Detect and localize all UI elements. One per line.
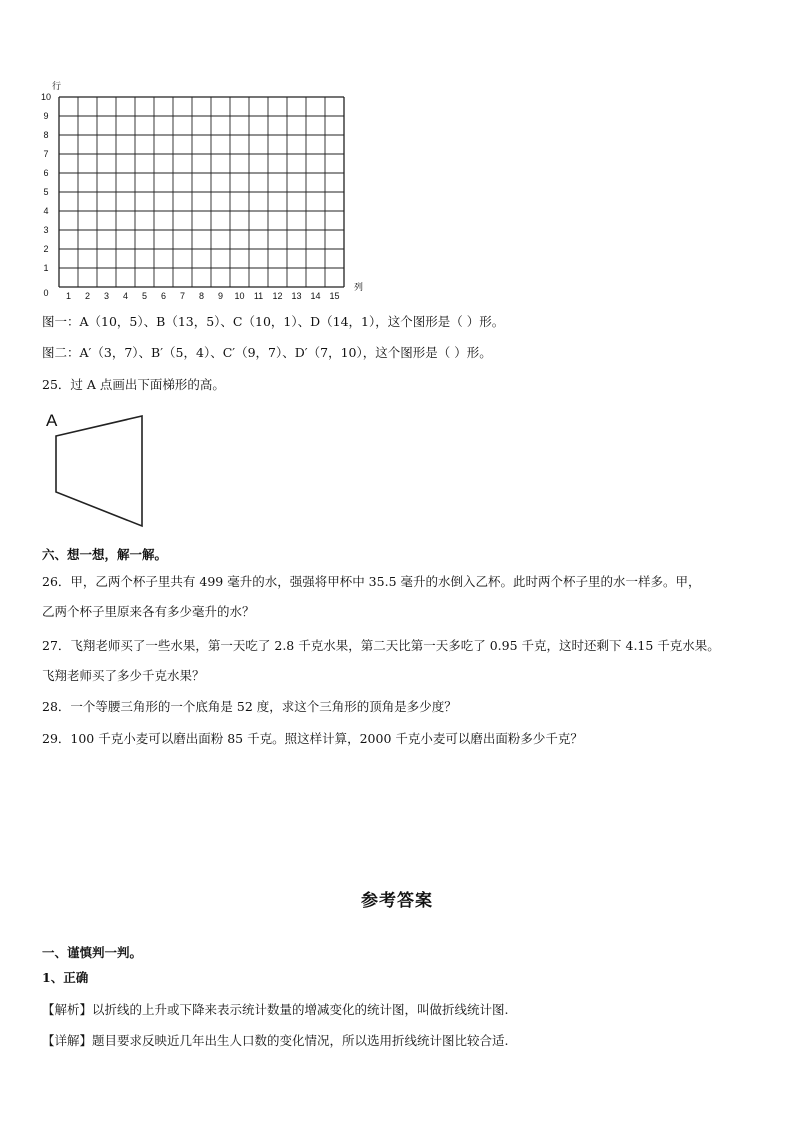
row-tick-label: 4 [43,206,49,216]
row-tick-label: 0 [43,288,49,298]
col-tick-label: 12 [272,291,283,301]
question-28: 28．一个等腰三角形的一个底角是 52 度，求这个三角形的顶角是多少度？ [42,699,457,714]
row-tick-label: 9 [43,111,49,121]
question-27-line2: 飞翔老师买了多少千克水果？ [42,668,205,683]
answer-1-detail: 【详解】题目要求反映近几年出生人口数的变化情况，所以选用折线统计图比较合适. [42,1033,509,1048]
coordinate-grid-svg [30,74,380,304]
row-tick-label: 7 [43,149,49,159]
row-tick-label: 1 [43,263,49,273]
figure1-question: 图一：A（10，5）、B（13，5）、C（10，1）、D（14，1），这个图形是（ ）形。 [42,314,505,329]
section-6-heading: 六、想一想，解一解。 [42,547,168,562]
row-tick-label: 6 [43,168,49,178]
trapezoid-shape [56,416,142,526]
question-26-line2: 乙两个杯子里原来各有多少毫升的水？ [42,604,255,619]
answer-1-analysis: 【解析】以折线的上升或下降来表示统计数量的增减变化的统计图，叫做折线统计图. [42,1002,509,1017]
question-26-line1: 26．甲，乙两个杯子里共有 499 毫升的水，强强将甲杯中 35.5 毫升的水倒入乙杯。此时两个杯子里的水一样多。甲， [42,574,701,589]
col-tick-label: 4 [122,291,129,301]
col-tick-label: 11 [253,291,264,301]
col-tick-label: 2 [84,291,91,301]
col-tick-label: 9 [217,291,224,301]
row-tick-label: 10 [40,92,52,102]
row-tick-label: 3 [43,225,49,235]
figure2-question: 图二：A′（3，7）、B′（5，4）、C′（9，7）、D′（7，10），这个图形是（ ）形。 [42,345,492,360]
col-tick-label: 10 [234,291,245,301]
col-tick-label: 1 [65,291,72,301]
trapezoid-vertex-label: A [46,411,58,430]
answers-section-1: 一、谨慎判一判。 [42,945,143,960]
col-tick-label: 7 [179,291,186,301]
trapezoid-figure [40,402,160,532]
question-29: 29．100 千克小麦可以磨出面粉 85 千克。照这样计算，2000 千克小麦可以磨出面粉多少千克？ [42,731,583,746]
col-tick-label: 3 [103,291,110,301]
row-tick-label: 2 [43,244,49,254]
coordinate-grid [30,74,380,304]
row-tick-label: 5 [43,187,49,197]
col-tick-label: 6 [160,291,167,301]
answers-title: 参考答案 [361,891,433,911]
col-tick-label: 14 [310,291,321,301]
row-axis-label: 行 [52,81,62,91]
row-tick-label: 8 [43,130,49,140]
answer-1: 1、正确 [42,970,89,985]
col-axis-label: 列 [354,282,364,292]
col-tick-label: 15 [329,291,340,301]
col-tick-label: 5 [141,291,148,301]
question-27-line1: 27．飞翔老师买了一些水果，第一天吃了 2.8 千克水果，第二天比第一天多吃了 0.95 千克，这时还剩下 4.15 千克水果。 [42,638,720,653]
col-tick-label: 8 [198,291,205,301]
question-25: 25．过 A 点画出下面梯形的高。 [42,377,225,392]
col-tick-label: 13 [291,291,302,301]
